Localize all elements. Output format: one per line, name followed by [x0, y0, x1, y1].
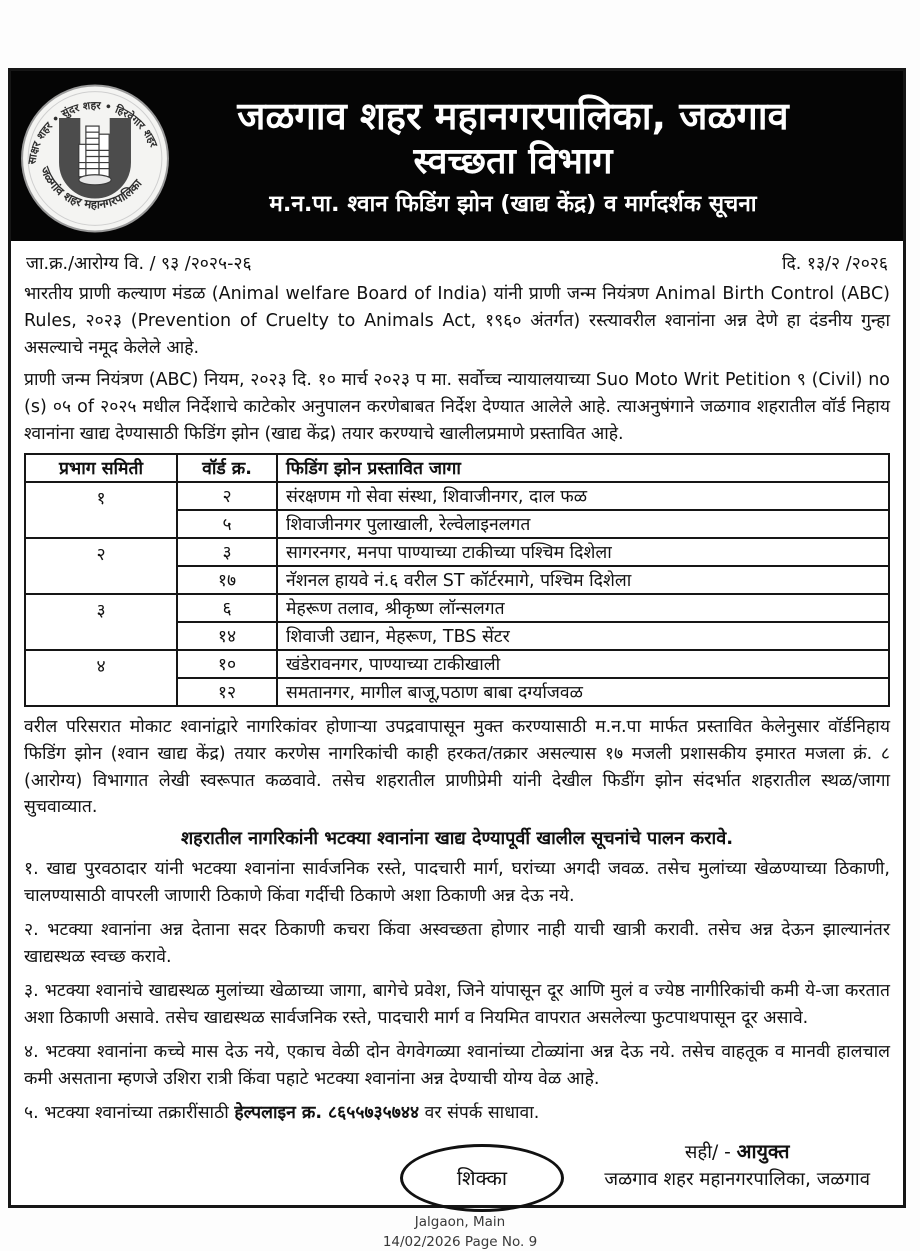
feeding-zone-table — [24, 453, 890, 707]
signoff-row — [24, 1134, 890, 1222]
department-title: स्वच्छता विभाग — [413, 140, 613, 182]
ward-cell: १७ — [177, 566, 277, 594]
document-body — [11, 241, 903, 1222]
signature-block — [604, 1138, 870, 1194]
prabhag-cell: १ — [25, 482, 177, 538]
seal-bottom-name: जळगांव शहर महानगरपालिका — [37, 164, 145, 212]
paragraph-court-order: प्राणी जन्म नियंत्रण (ABC) नियम, २०२३ दि. १० मार्च २०२३ प मा. सर्वोच्च न्यायालयाच्या Suo Moto Writ Petition ९ (Civil) no (s) ०५ of २०२५ मधील निर्देशाचे काटेकोर अनुपालन करणेबाबत निर्देश देण्यात आलेले आहे. त्याअनुषंगाने जळगाव शहरातील वॉर्ड निहाय श्वानांना खाद्य देण्यासाठी फिडिंग झोन (खाद्य केंद्र) तयार करण्याचे खालीलप्रमाणे प्रस्तावित आहे. — [24, 369, 890, 444]
ward-cell: १० — [177, 650, 277, 678]
signature-line — [604, 1138, 870, 1167]
issue-date: दि. १३/२ /२०२६ — [781, 254, 888, 274]
table-row — [25, 594, 889, 622]
ward-cell: १४ — [177, 622, 277, 650]
scan-footer-date-page: 14/02/2026 Page No. 9 — [382, 1233, 538, 1250]
seal-top-motto: साक्षर शहर • सुंदर शहर • हिरवेगार शहर — [25, 98, 161, 166]
instruction-5-suffix: वर संपर्क साधावा. — [419, 1102, 540, 1123]
column-header-prabhag: प्रभाग समिती — [25, 454, 177, 482]
instruction-4: ४. भटक्या श्वानांना कच्चे मास देऊ नये, एकाच वेळी दोन वेगवेगळ्या श्वानांच्या टोळ्यांना अन्न देऊ नये. तसेच वाहतूक व मानवी हालचाल कमी असताना म्हणजे उशिरा रात्री किंवा पहाटे भटक्या श्वानांना अन्न देण्याची योग्य वेळ आहे. — [24, 1042, 890, 1089]
table-row — [25, 538, 889, 566]
location-cell: संरक्षणम गो सेवा संस्था, शिवाजीनगर, दाल फळ — [277, 482, 889, 510]
scanned-notice-document — [8, 68, 906, 1208]
prabhag-cell: ३ — [25, 594, 177, 650]
instruction-5-prefix: ५. भटक्या श्वानांच्या तक्रारींसाठी — [24, 1102, 235, 1123]
helpline-number: हेल्पलाइन क्र. ८६५५७३५७४४ — [234, 1102, 420, 1123]
scan-footer-location: Jalgaon, Main — [414, 1214, 506, 1230]
header-titles — [171, 95, 895, 217]
sign-prefix: सही/ - — [684, 1141, 737, 1163]
ward-cell: २ — [177, 482, 277, 510]
seal-emblem-icon — [19, 79, 171, 237]
ward-cell: १२ — [177, 678, 277, 706]
location-cell: समतानगर, मागील बाजू,पठाण बाबा दर्ग्याजवळ — [277, 678, 889, 706]
table-header-row — [25, 454, 889, 482]
reference-number: जा.क्र./आरोग्य वि. / ९३ /२०२५-२६ — [26, 254, 252, 274]
document-header — [11, 71, 903, 241]
paragraph-objections: वरील परिसरात मोकाट श्वानांद्वारे नागरिकांवर होणाऱ्या उपद्रवापासून मुक्त करण्यासाठी म.न.पा मार्फत प्रस्तावित केलेनुसार वॉर्डनिहाय फिडिंग झोन (श्वान खाद्य केंद्र) तयार करणेस नागरिकांची काही हरकत/तक्रार असल्यास १७ मजली प्रशासकीय इमारत मजला क्रं. ८ (आरोग्य) विभागात लेखी स्वरूपात कळवावे. तसेच शहरातील प्राणीप्रेमी यांनी देखील फिडींग झोन संदर्भात शहरातील स्थळ/जागा सुचवाव्यात. — [24, 716, 890, 818]
location-cell: खंडेरावनगर, पाण्याच्या टाकीखाली — [277, 650, 889, 678]
location-cell: मेहरूण तलाव, श्रीकृष्ण लॉन्सलगत — [277, 594, 889, 622]
municipal-seal-logo — [19, 79, 171, 237]
scan-footer — [0, 1213, 920, 1251]
paragraph-abc-rules: भारतीय प्राणी कल्याण मंडळ (Animal welfare Board of India) यांनी प्राणी जन्म नियंत्रण Animal Birth Control (ABC) Rules, २०२३ (Prevention of Cruelty to Animals Act, १९६० अंतर्गत) रस्त्यावरील श्वानांना अन्न देणे हा दंडनीय गुन्हा असल्याचे नमूद केलेले आहे. — [24, 284, 890, 358]
instruction-1: १. खाद्य पुरवठादार यांनी भटक्या श्वानांना सार्वजनिक रस्ते, पादचारी मार्ग, घरांच्या अगदी जवळ. तसेच मुलांच्या खेळण्याच्या ठिकाणी, चालण्यासाठी वापरली जाणारी ठिकाणे किंवा गर्दीची ठिकाणे अशा ठिकाणी अन्न देऊ नये. — [24, 859, 890, 907]
designation-commissioner: आयुक्त — [736, 1139, 790, 1163]
prabhag-cell: ४ — [25, 650, 177, 706]
location-cell: सागरनगर, मनपा पाण्याच्या टाकीच्या पश्चिम दिशेला — [277, 538, 889, 566]
column-header-location: फिडिंग झोन प्रस्तावित जागा — [277, 454, 889, 482]
location-cell: नॅशनल हायवे नं.६ वरील ST कॉर्टरमागे, पश्चिम दिशेला — [277, 566, 889, 594]
column-header-ward: वॉर्ड क्र. — [177, 454, 277, 482]
guidelines-heading: शहरातील नागरिकांनी भटक्या श्वानांना खाद्य देण्यापूर्वी खालील सूचनांचे पालन करावे. — [180, 828, 734, 850]
ward-cell: ३ — [177, 538, 277, 566]
location-cell: शिवाजी उद्यान, मेहरूण, TBS सेंटर — [277, 622, 889, 650]
instruction-5 — [24, 1100, 890, 1127]
ward-cell: ६ — [177, 594, 277, 622]
reference-row — [26, 251, 888, 275]
ward-cell: ५ — [177, 510, 277, 538]
stamp-ellipse — [400, 1144, 564, 1212]
instruction-2: २. भटक्या श्वानांना अन्न देताना सदर ठिकाणी कचरा किंवा अस्वच्छता होणार नाही याची खात्री करावी. तसेच अन्न देऊन झाल्यानंतर खाद्यस्थळ स्वच्छ करावे. — [24, 920, 890, 968]
table-row — [25, 482, 889, 510]
table-row — [25, 650, 889, 678]
org-title: जळगाव शहर महानगरपालिका, जळगाव — [237, 93, 789, 138]
signature-org: जळगाव शहर महानगरपालिका, जळगाव — [604, 1168, 870, 1190]
prabhag-cell: २ — [25, 538, 177, 594]
instruction-3: ३. भटक्या श्वानांचे खाद्यस्थळ मुलांच्या खेळाच्या जागा, बागेचे प्रवेश, जिने यांपासून दूर आणि मुलं व ज्येष्ठ नागीरिकांची कमी ये-जा करतात अशा ठिकाणी असावे. तसेच खाद्यस्थळ सार्वजनिक रस्ते, पादचारी मार्ग व नियमित वापरात असलेल्या फुटपाथपासून दूर असावे. — [24, 981, 890, 1029]
stamp-label: शिक्का — [456, 1166, 508, 1191]
notice-subject: म.न.पा. श्वान फिडिंग झोन (खाद्य केंद्र) व मार्गदर्शक सूचना — [269, 190, 757, 217]
location-cell: शिवाजीनगर पुलाखाली, रेल्वेलाइनलगत — [277, 510, 889, 538]
